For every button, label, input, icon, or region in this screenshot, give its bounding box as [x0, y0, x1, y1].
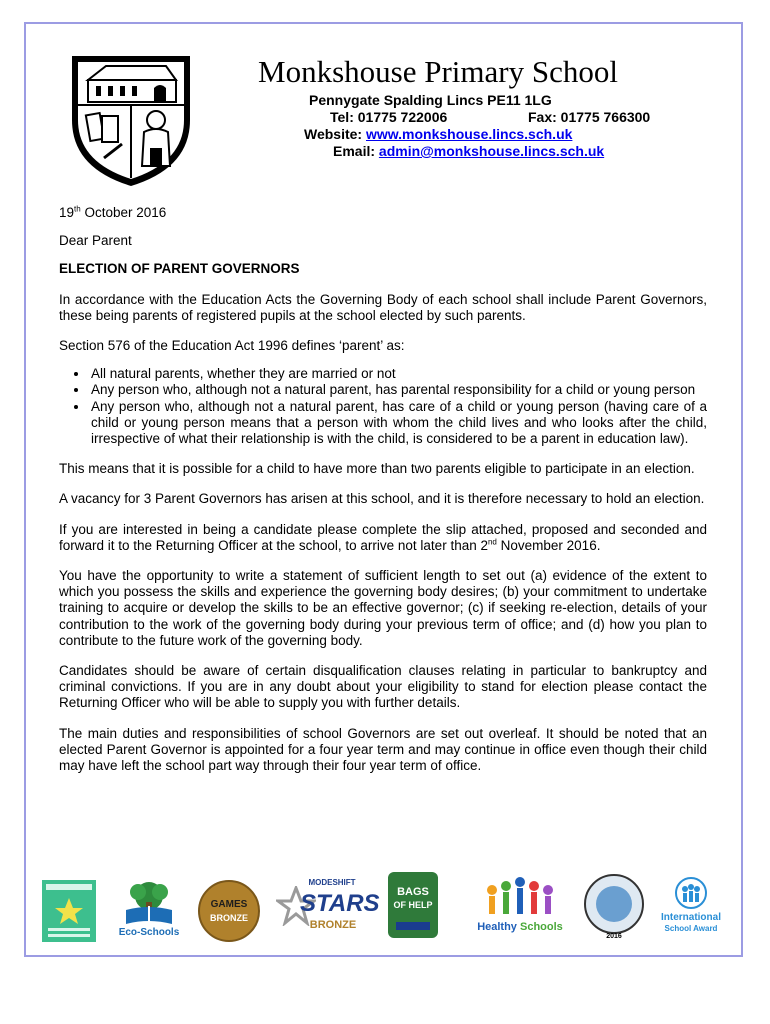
international-school-label-2: School Award: [664, 924, 718, 933]
letter-body: [59, 205, 707, 788]
eco-schools-label: Eco-Schools: [118, 927, 180, 938]
paragraph-1: In accordance with the Education Acts the Governing Body of each school shall include Parent Governors, these being parents of registered pupils at the school elected by such parents.: [59, 291, 707, 323]
paragraph-7: Candidates should be aware of certain disqualification clauses relating in particular to bankruptcy and criminal convictions. If you are in any doubt about your eligibility to stand for election please contact the Returning Officer who will be able to supply you with further details.: [59, 663, 707, 711]
paragraph-5: If you are interested in being a candidate please complete the slip attached, proposed and seconded and forward it to the Returning Officer at the school, to arrive not later than 2nd November 2016.: [59, 521, 707, 553]
list-item: • Any person who, although not a natural parent, has parental responsibility for a child or young person: [89, 382, 707, 398]
list-item: • Any person who, although not a natural parent, has care of a child or young person (having care of a child or young person means that a person with whom the child lives and who looks after the child, irrespective of what their relationship is with the child, is considered to be a parent in education law).: [89, 399, 707, 448]
email-line: [333, 143, 604, 160]
paragraph-2: Section 576 of the Education Act 1996 defines ‘parent’ as:: [59, 338, 405, 354]
bags-of-help-badge: BAGS OF HELP: [388, 872, 438, 938]
fax: Fax: 01775 766300: [528, 109, 651, 125]
lincolnshire-carbon-ambassador-badge: [584, 874, 644, 934]
healthy-schools-figures-icon: [480, 876, 560, 920]
email-link[interactable]: admin@monkshouse.lincs.sch.uk: [378, 143, 605, 159]
healthy-schools-label: Healthy Schools: [477, 921, 563, 933]
modeshift-stars-badge: MODESHIFT STARS BRONZE: [276, 878, 372, 944]
email-label: Email:: [333, 143, 376, 159]
school-games-badge: GAMES BRONZE: [198, 880, 260, 942]
carbon-ambassador-year: 2016: [606, 933, 622, 940]
paragraph-6: You have the opportunity to write a statement of sufficient length to set out (a) evidence of the extent to which you possess the skills and experience the governing body desires; (b) your commitment to undertake training to acquire or develop the skills to be an effective governor; (c) if seeking re-election, details of your contribution to the work of the governing body during your previous term of office; and (d) how you plan to contribute to the future work of the governing body.: [59, 568, 707, 648]
we-made-a-difference-badge: [42, 880, 96, 942]
paragraph-8: The main duties and responsibilities of school Governors are set out overleaf. It should be noted that an elected Parent Governor is appointed for a four year term and may continue in office even though their child may have left the school part way through their four year term of office.: [59, 725, 707, 774]
international-school-globe-icon: [674, 876, 708, 910]
paragraph-4: A vacancy for 3 Parent Governors has arisen at this school, and it is therefore necessary to hold an election.: [59, 491, 705, 507]
website-label: Website:: [304, 126, 363, 142]
letter-date: 19th October 2016: [59, 204, 167, 220]
website-line: [304, 126, 572, 143]
accreditation-logos: [40, 870, 730, 950]
international-school-label-1: International: [660, 912, 721, 923]
telephone: Tel: 01775 722006: [330, 109, 448, 125]
school-crest-logo: [66, 50, 196, 190]
school-name: Monkshouse Primary School: [258, 54, 618, 89]
eco-schools-icon: [118, 880, 180, 926]
paragraph-3: This means that it is possible for a child to have more than two parents eligible to participate in an election.: [59, 461, 695, 477]
salutation: Dear Parent: [59, 233, 132, 249]
parent-definition-list: [59, 366, 707, 447]
list-item: • All natural parents, whether they are married or not: [89, 366, 707, 382]
letter-heading: ELECTION OF PARENT GOVERNORS: [59, 261, 300, 277]
website-link[interactable]: www.monkshouse.lincs.sch.uk: [365, 126, 573, 142]
school-address: Pennygate Spalding Lincs PE11 1LG: [309, 92, 552, 108]
